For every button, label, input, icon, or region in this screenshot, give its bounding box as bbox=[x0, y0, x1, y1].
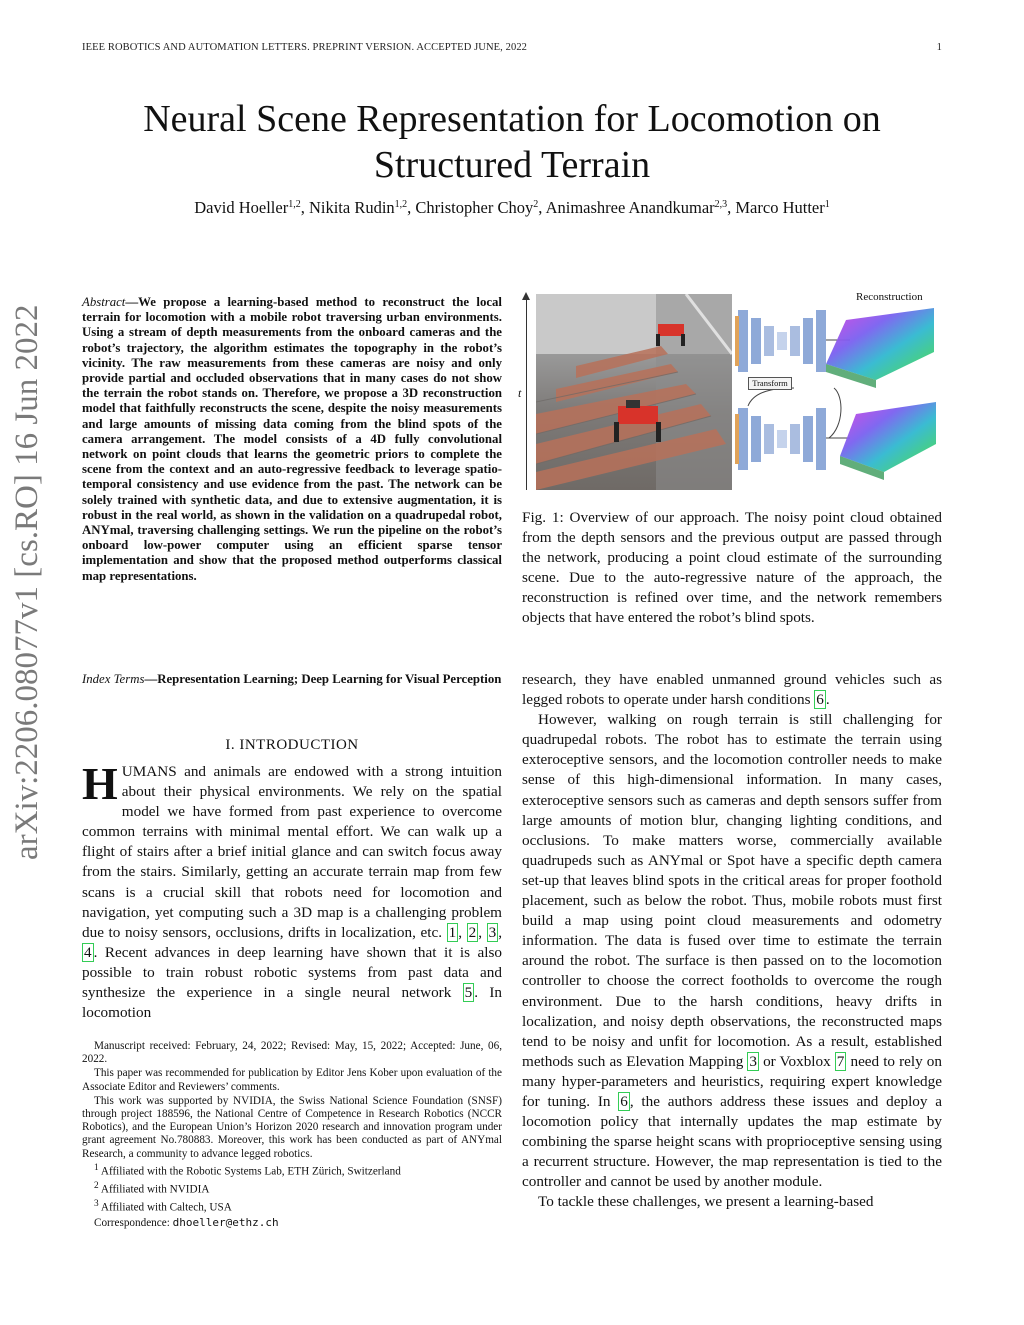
figure-overview bbox=[518, 288, 942, 494]
intro-smallcaps: UMANS bbox=[121, 763, 177, 780]
index-terms: Index Terms—Representation Learning; Deep Learning for Visual Perception bbox=[82, 672, 502, 686]
introduction-paragraph: HUMANS and animals are endowed with a strong intuition about their physical environments. We rely on the spatial model we have formed from past experience to overcome common terrains with minimal mental effort. We can walk up a flight of stairs after a brief initial glance and can switch focus away from the stairs. Similarly, getting an accurate terrain map from few scans is a crucial skill that robots need for locomotion and navigation, yet computing such a 3D map is a challenging problem due to noisy sensors, occlusions, drifts in localization, etc. 1 , 2 , 3 , 4 . Recent advances in deep learning have shown that it is also possible to train robust robotic systems from past data and synthesize the experience in a single neural network 5 . In locomotion bbox=[82, 758, 503, 1022]
author: Marco Hutter$^1$ bbox=[735, 198, 830, 217]
unet-block-top bbox=[735, 310, 826, 372]
footnote-manuscript: Manuscript received: February, 24, 2022; Revised: May, 15, 2022; Accepted: June, 06, 2022. bbox=[82, 1040, 502, 1066]
citation-link[interactable]: 5 bbox=[464, 984, 473, 1002]
index-terms-label: Index Terms bbox=[82, 672, 145, 686]
footnotes bbox=[82, 1040, 502, 1231]
citation-link[interactable]: 6 bbox=[816, 691, 824, 709]
paragraph: However, walking on rough terrain is still challenging for quadrupedal robots. The robot has to estimate the terrain using exteroceptive sensors, and the locomotion controller needs to make sense of this high-dimensional information. In many cases, exteroceptive sensors such as cameras and depth sensors suffer from large amounts of motion blur, changing lighting conditions, and occlusions. To make matters worse, commercially available quadrupeds such as ANYmal or Spot have a specific depth camera set-up that leaves blind spots in the critical areas for proper foothold placement, such as below the robot. Thus, mobile robots must first build a map using point cloud measurements and odometry information. The data is fused over time to estimate the terrain around the robot. The surface is then passed on to the locomotion controller to choose the correct footholds to overcome the rough environment. Due to the harsh conditions, heavy drifts in localization, and noisy depth observations, the reconstructed maps tend to be noisy and unfit for locomotion. As a result, established methods such as Elevation Mapping 3 or Voxblox 7 need to rely on many hyper-parameters and heuristics, requiring expert knowledge for tuning. In 6 , the authors address these issues and deploy a locomotion policy that internally updates the map estimate by combining the sparse height scans with proprioceptive sensing using a recurrent structure. However, the map representation is tied to the controller and cannot be used by another module. bbox=[522, 711, 942, 1191]
unet-block-bottom bbox=[735, 408, 826, 470]
footnote-affiliation: $^1$ Affiliated with the Robotic Systems Lab, ETH Zürich, Switzerland bbox=[94, 1162, 401, 1178]
title-line-2: Structured Terrain bbox=[373, 144, 651, 186]
arxiv-stamp: arXiv:2206.08077v1 [cs.RO] 16 Jun 2022 bbox=[9, 304, 45, 860]
email-link[interactable]: dhoeller@ethz.ch bbox=[172, 1215, 279, 1229]
page-number: 1 bbox=[936, 42, 942, 53]
citation-link[interactable]: 3 bbox=[749, 1052, 757, 1070]
running-head-text: IEEE ROBOTICS AND AUTOMATION LETTERS. PREPRINT VERSION. ACCEPTED JUNE, 2022 bbox=[82, 42, 528, 53]
footnote-affiliation: $^3$ Affiliated with Caltech, USA bbox=[94, 1198, 232, 1214]
index-terms-text: Representation Learning; Deep Learning for Visual Perception bbox=[157, 672, 502, 686]
abstract: Abstract—We propose a learning-based method to reconstruct the local terrain for locomotion with a mobile robot traversing urban environments. Using a stream of depth measurements from the onboard cameras and the robot’s trajectory, the algorithm estimates the topography in the robot’s vicinity. The raw measurements from these cameras are noisy and only provide partial and occluded observations that in many cases do not show the terrain the robot stands on. Therefore, we propose a 3D reconstruction model that faithfully reconstructs the scene, despite the noisy measurements and large amounts of missing data coming from the blind spots of the camera arrangement. The model consists of a 4D fully convolutional network on point clouds that learns the geometric priors to complete the scene from the context and an auto-regressive feedback to leverage spatio-temporal consistency and use evidence from the past. The network can be solely trained with synthetic data, and due to extensive augmentation, it is robust in the real world, as shown in the validation on a quadrupedal robot, ANYmal, traversing challenging settings. We run the pipeline on the robot’s onboard low-power computer using an efficient sparse tensor implementation and show that the proposed method outperforms classical map representations. bbox=[82, 295, 502, 583]
citation-link[interactable]: 1 bbox=[448, 923, 457, 941]
time-axis-label: t bbox=[518, 386, 522, 400]
author: Nikita Rudin$^{1,2}$, bbox=[308, 198, 416, 217]
footnote-affiliation: $^2$ Affiliated with NVIDIA bbox=[94, 1180, 210, 1196]
author: Animashree Anandkumar$^{2,3}$, bbox=[545, 198, 736, 217]
citation-link[interactable]: 4 bbox=[84, 943, 92, 961]
footnote-support: This work was supported by NVIDIA, the Swiss National Science Foundation (SNSF) through project 188596, the National Centre of Competence in Research Robotics (NCCR Robotics), and the European Union’s Horizon 2020 research and innovation program under grant agreement No.780883. Moreover, this work has been conducted as part of ANYmal Research, a community to advance legged robotics. bbox=[82, 1094, 502, 1160]
reconstruction-point-clouds bbox=[816, 304, 942, 488]
running-header bbox=[82, 42, 942, 53]
drop-cap: H bbox=[82, 758, 118, 809]
abstract-label: Abstract bbox=[82, 295, 126, 309]
stairs-illustration bbox=[536, 294, 732, 490]
footnote-recommended: This paper was recommended for publication by Editor Jens Kober upon evaluation of the Associate Editor and Reviewers’ comments. bbox=[82, 1067, 502, 1093]
citation-link[interactable]: 7 bbox=[836, 1052, 845, 1070]
paragraph: research, they have enabled unmanned ground vehicles such as legged robots to operate under harsh conditions 6 . bbox=[522, 671, 942, 709]
footnote-correspondence: Correspondence: dhoeller@ethz.ch bbox=[94, 1215, 279, 1229]
right-column-text bbox=[522, 670, 942, 1213]
title-line-1: Neural Scene Representation for Locomotion on bbox=[143, 98, 881, 140]
citation-link[interactable]: 6 bbox=[620, 1092, 628, 1110]
paper-title bbox=[82, 96, 942, 188]
section-heading-introduction: I. INTRODUCTION bbox=[225, 737, 359, 753]
author: David Hoeller$^{1,2}$, bbox=[194, 198, 309, 217]
transform-label: Transform bbox=[748, 377, 792, 390]
citation-link[interactable]: 2 bbox=[468, 923, 477, 941]
robot-stairs-photo bbox=[536, 294, 732, 490]
citation-link[interactable]: 3 bbox=[488, 923, 497, 941]
abstract-text: We propose a learning-based method to reconstruct the local terrain for locomotion with a mobile robot traversing urban environments. Using a stream of depth measurements from the onboard cameras and the robot’s trajectory, the algorithm estimates the topography in the robot’s vicinity. The raw measurements from these cameras are noisy and only provide partial and occluded observations that in many cases do not show the terrain the robot stands on. Therefore, we propose a 3D reconstruction model that faithfully reconstructs the scene, despite the noisy measurements and large amounts of missing data coming from the blind spots of the camera arrangement. The model consists of a 4D fully convolutional network on point clouds that learns the geometric priors to complete the scene from the context and an auto-regressive feedback to leverage spatio-temporal consistency and use evidence from the past. The network can be solely trained with synthetic data, and due to extensive augmentation, it is robust in the real world, as shown in the validation on a quadrupedal robot, ANYmal, traversing challenging settings. We run the pipeline on the robot’s onboard low-power computer using an efficient sparse tensor implementation and show that the proposed method outperforms classical map representations. bbox=[82, 295, 502, 583]
author-list bbox=[82, 198, 942, 218]
author: Christopher Choy$^2$, bbox=[415, 198, 546, 217]
figure-caption: Fig. 1: Overview of our approach. The noisy point cloud obtained from the depth sensors and the previous output are passed through the network, producing a point cloud estimate of the surrounding scene. Due to the auto-regressive nature of the approach, the reconstruction is refined over time, and the network remembers objects that have entered the robot’s blind spots. bbox=[522, 509, 942, 627]
time-axis-arrow bbox=[526, 294, 527, 490]
reconstruction-label: Reconstruction bbox=[856, 291, 923, 303]
paragraph: To tackle these challenges, we present a learning-based bbox=[538, 1193, 874, 1211]
